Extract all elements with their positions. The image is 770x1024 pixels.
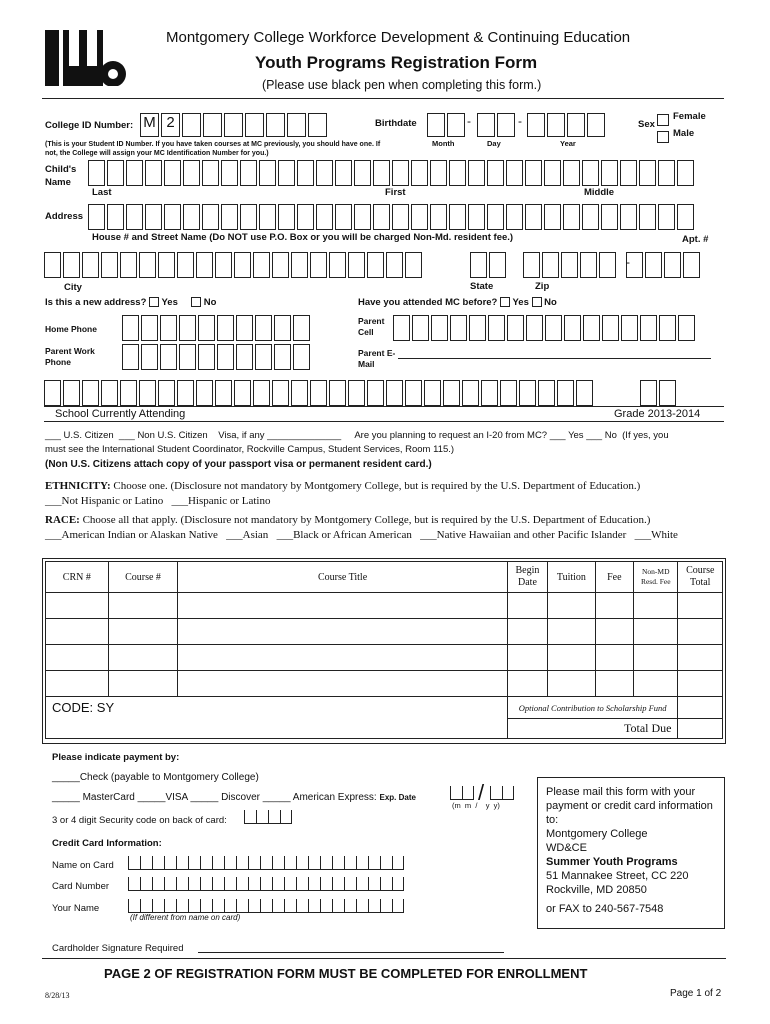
ethnicity-options: ___Not Hispanic or Latino ___Hispanic or Latino [45, 495, 271, 507]
female-label: Female [673, 111, 706, 122]
race-line: RACE: Choose all that apply. (Disclosure not mandatory by Montgomery College, but is required by the U.S. Department of Education.) [45, 514, 651, 526]
first-label: First [385, 187, 406, 198]
course-table [45, 561, 723, 739]
male-checkbox[interactable] [657, 128, 669, 146]
form-title: Youth Programs Registration Form [255, 53, 538, 72]
parent-work-phone-label: Parent Work Phone [45, 346, 95, 367]
table-row[interactable] [46, 671, 723, 697]
ethnicity-line: ETHNICITY: Choose one. (Disclosure not mandatory by Montgomery College, but is required by the U.S. Department of Education.) [45, 480, 641, 492]
day-label: Day [487, 139, 501, 148]
citizenship-line: ___ U.S. Citizen ___ Non U.S. Citizen Visa, if any ______________ Are you planning to request an I-20 from MC? ___ Yes ___ No (If yes, you [45, 430, 669, 441]
mail-line: 51 Mannakee Street, CC 220 [546, 870, 689, 882]
exp-year-boxes[interactable] [490, 786, 514, 800]
card-number-field[interactable] [128, 877, 404, 891]
diff-name-note: (If different from name on card) [130, 913, 241, 922]
attended-no-checkbox[interactable] [532, 297, 542, 307]
parent-email-label: Parent E-Mail [358, 348, 396, 369]
fee-header: Fee [595, 562, 633, 593]
school-boxes[interactable] [44, 380, 595, 406]
school-label: School Currently Attending [55, 408, 186, 420]
new-address-no-checkbox[interactable] [191, 297, 201, 307]
state-label: State [470, 281, 494, 292]
name-on-card-field[interactable] [128, 856, 404, 870]
org-name: Montgomery College Workforce Development & Continuing Education [166, 29, 631, 46]
tuition-header: Tuition [548, 562, 595, 593]
middle-label: Middle [584, 187, 615, 198]
childs-name-label: Child's Name [45, 164, 77, 188]
parent-cell-label: Parent Cell [358, 316, 385, 337]
college-id-char[interactable]: 2 [161, 113, 180, 137]
name-on-card-label: Name on Card [52, 860, 114, 871]
course-title-header: Course Title [178, 562, 507, 593]
exp-format: (m m / y y) [452, 801, 500, 810]
college-id-label: College ID Number: [45, 120, 134, 131]
course-num-header: Course # [108, 562, 178, 593]
page2-notice: PAGE 2 OF REGISTRATION FORM MUST BE COMPLETED FOR ENROLLMENT [104, 966, 588, 981]
attach-note: (Non U.S. Citizens attach copy of your passport visa or permanent resident card.) [45, 459, 432, 470]
signature-field[interactable] [198, 941, 504, 953]
payment-check: _____Check (payable to Montgomery College) [52, 772, 259, 783]
college-id-char[interactable]: M [140, 113, 159, 137]
mail-line: payment or credit card information [546, 800, 713, 812]
mail-line: Rockville, MD 20850 [546, 884, 647, 896]
parent-work-phone-boxes[interactable] [122, 344, 312, 370]
total-due-cell[interactable] [678, 719, 723, 739]
mail-line: or FAX to 240-567-7548 [546, 903, 664, 915]
total-due-label: Total Due [507, 719, 678, 739]
mail-line: WD&CE [546, 842, 587, 854]
month-label: Month [432, 139, 455, 148]
last-label: Last [92, 187, 112, 198]
course-code: CODE: SY [46, 697, 508, 719]
mail-line: to: [546, 814, 559, 826]
your-name-field[interactable] [128, 899, 404, 913]
apt-label: Apt. # [682, 234, 709, 245]
zip-boxes[interactable] [523, 252, 702, 278]
table-row[interactable] [46, 593, 723, 619]
i20-note: must see the International Student Coordinator, Rockville Campus, Student Services, Room 115.) [45, 444, 455, 455]
childs-name-boxes[interactable] [88, 160, 696, 186]
address-boxes[interactable] [88, 204, 696, 230]
attended-yes-checkbox[interactable] [500, 297, 510, 307]
female-checkbox[interactable] [657, 111, 669, 129]
optional-contribution-cell[interactable] [678, 697, 723, 719]
payment-indicate: Please indicate payment by: [52, 752, 180, 763]
male-label: Male [673, 128, 695, 139]
form-date: 8/28/13 [45, 991, 70, 1000]
mail-line: Please mail this form with your [546, 786, 696, 798]
header-rule [42, 98, 724, 99]
security-label: 3 or 4 digit Security code on back of card: [52, 815, 227, 826]
college-id-note: (This is your Student ID Number. If you have taken courses at MC previously, you should have one. If not, the College will assign your MC Identification Number for you.) [45, 141, 381, 157]
optional-contribution-label: Optional Contribution to Scholarship Fund [507, 697, 678, 719]
mail-line: Montgomery College [546, 828, 648, 840]
birthdate-boxes[interactable] [427, 113, 607, 137]
sex-label: Sex [638, 119, 655, 130]
cc-info-label: Credit Card Information: [52, 838, 162, 849]
new-address-question: Is this a new address? Yes No [45, 297, 217, 308]
mc-logo [45, 30, 129, 86]
parent-email-field[interactable] [398, 345, 711, 359]
college-id-boxes[interactable] [140, 113, 329, 137]
address-note: House # and Street Name (Do NOT use P.O. Box or you will be charged Non-Md. resident fee.) [92, 232, 514, 243]
course-total-header: Course Total [678, 562, 723, 593]
your-name-label: Your Name [52, 903, 100, 914]
state-boxes[interactable] [470, 252, 508, 278]
city-label: City [64, 282, 82, 293]
payment-cards: _____ MasterCard _____VISA _____ Discover _____ American Express: Exp. Date [52, 792, 416, 803]
exp-month-boxes[interactable] [450, 786, 474, 800]
nonmd-header: Non-MD Resd. Fee [634, 562, 678, 593]
crn-header: CRN # [46, 562, 109, 593]
year-label: Year [560, 139, 576, 148]
table-row[interactable] [46, 645, 723, 671]
grade-label: Grade 2013-2014 [614, 408, 701, 420]
address-label: Address [45, 211, 84, 222]
mail-instructions-box [537, 777, 725, 929]
zip-label: Zip [535, 281, 550, 292]
city-boxes[interactable] [44, 252, 424, 278]
security-code-boxes[interactable] [244, 810, 292, 824]
signature-label: Cardholder Signature Required [52, 943, 184, 954]
page-number: Page 1 of 2 [670, 988, 722, 999]
mail-line: Summer Youth Programs [546, 856, 678, 868]
new-address-yes-checkbox[interactable] [149, 297, 159, 307]
begin-date-header: Begin Date [507, 562, 547, 593]
attended-question: Have you attended MC before? Yes No [358, 297, 557, 308]
home-phone-boxes[interactable] [122, 315, 312, 341]
table-row[interactable] [46, 619, 723, 645]
home-phone-label: Home Phone [45, 324, 97, 334]
race-options: ___American Indian or Alaskan Native ___Asian ___Black or African American ___Native Hawaiian and other Pacific Islander ___White [45, 529, 678, 541]
parent-cell-boxes[interactable] [393, 315, 697, 341]
form-subtitle: (Please use black pen when completing this form.) [262, 78, 542, 92]
card-number-label: Card Number [52, 881, 110, 892]
birthdate-label: Birthdate [375, 118, 417, 129]
grade-boxes[interactable] [640, 380, 678, 406]
